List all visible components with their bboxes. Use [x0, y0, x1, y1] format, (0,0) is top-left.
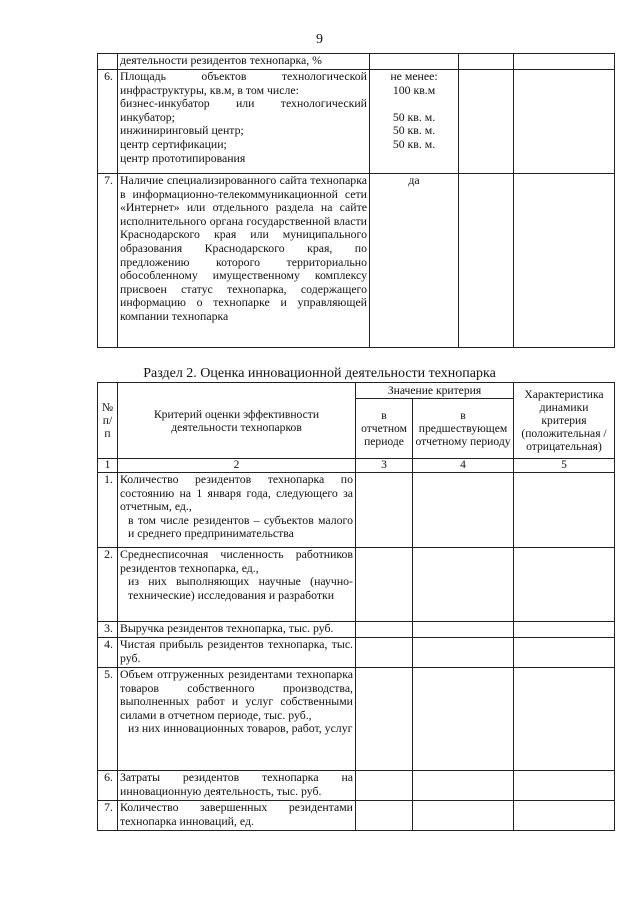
header-num: № п/п — [98, 383, 118, 459]
criterion-value: да — [370, 174, 459, 348]
criterion-value — [370, 70, 459, 174]
criteria-table-continued — [97, 53, 615, 348]
criterion-sub: из них инновационных товаров, работ, услуг — [128, 721, 353, 736]
table-row — [98, 801, 615, 831]
header-criterion: Критерий оценки эффективности деятельности технопарков — [118, 383, 356, 459]
criterion-sub: в том числе резидентов – субъектов малого и среднего предпринимательства — [128, 512, 353, 541]
criterion-text: Выручка резидентов технопарка, тыс. руб. — [118, 622, 356, 638]
table-row — [98, 668, 615, 771]
index-cell: 1 — [98, 459, 118, 473]
criterion-main: Среднесписочная численность работников резидентов технопарка, ед., — [120, 547, 353, 575]
index-cell: 2 — [118, 459, 356, 473]
index-cell: 4 — [413, 459, 514, 473]
row-number: 7. — [98, 801, 118, 831]
criterion-subitem: бизнес-инкубатор или технологический инкубатор; — [120, 96, 367, 124]
value-spacer — [372, 97, 456, 111]
value-line: 50 кв. м. — [392, 136, 436, 151]
criterion-text — [118, 473, 356, 548]
index-cell: 5 — [514, 459, 615, 473]
value-line: 50 кв. м. — [392, 123, 436, 138]
criterion-text: Наличие специализированного сайта технопарка в информационно-телекоммуникационной сети «Интернет» или отдельного раздела на сайте исполнительного органа государственной власти Краснодарского края или муниципального образования Краснодарского края, по предложению которого территориально обособленному имущественному комплексу присвоен статус технопарка, содержащего информацию о технопарке и управляющей компании технопарка — [118, 174, 370, 348]
criterion-subitem: центр прототипирования — [120, 150, 246, 165]
table-row — [98, 174, 615, 348]
criterion-main: Объем отгруженных резидентами технопарка товаров собственного производства, выполненных работ и услуг собственными силами в отчетном периоде, тыс. руб., — [120, 667, 353, 722]
index-cell: 3 — [356, 459, 413, 473]
row-number: 6. — [98, 771, 118, 801]
value-line: 50 кв. м. — [392, 109, 436, 124]
criterion-main: Количество резидентов технопарка по состоянию на 1 января года, следующего за отчетным, ед., — [120, 472, 353, 514]
criterion-text — [118, 548, 356, 622]
section-title: Раздел 2. Оценка инновационной деятельности технопарка — [143, 366, 496, 381]
row-number: 3. — [98, 622, 118, 638]
row-number: 2. — [98, 548, 118, 622]
row-number — [98, 54, 118, 70]
value-line: 100 кв.м — [392, 82, 436, 97]
row-number: 4. — [98, 638, 118, 668]
criterion-subitem: инжиниринговый центр; — [120, 123, 244, 138]
criterion-main: Площадь объектов технологической инфраструктуры, кв.м, в том числе: — [120, 69, 367, 97]
table-row — [98, 473, 615, 548]
table-row — [98, 54, 615, 70]
row-number: 7. — [98, 174, 118, 348]
criterion-text: Количество завершенных резидентами технопарка инноваций, ед. — [118, 801, 356, 831]
criterion-text — [118, 668, 356, 771]
row-number: 1. — [98, 473, 118, 548]
criterion-text: деятельности резидентов технопарка, % — [118, 54, 370, 70]
criterion-text: Чистая прибыль резидентов технопарка, тыс. руб. — [118, 638, 356, 668]
row-number: 6. — [98, 70, 118, 174]
row-number: 5. — [98, 668, 118, 771]
header-row — [98, 383, 615, 399]
header-dynamics: Характеристика динамики критерия (положительная / отрицательная) — [514, 383, 615, 459]
criterion-text — [118, 70, 370, 174]
index-row — [98, 459, 615, 473]
table-row — [98, 638, 615, 668]
criterion-subitem: центр сертификации; — [120, 136, 227, 151]
page-number: 9 — [316, 32, 323, 47]
header-current: в отчетном периоде — [356, 399, 413, 459]
header-previous: в предшествующем отчетному периоду — [413, 399, 514, 459]
table-row — [98, 548, 615, 622]
criterion-text: Затраты резидентов технопарка на инновационную деятельность, тыс. руб. — [118, 771, 356, 801]
header-value-group: Значение критерия — [356, 383, 514, 399]
innovation-criteria-table — [97, 382, 615, 831]
criterion-sub: из них выполняющих научные (научно-технические) исследования и разработки — [128, 574, 353, 602]
table-row — [98, 622, 615, 638]
table-row — [98, 771, 615, 801]
table-row — [98, 70, 615, 174]
value-line: не менее: — [390, 69, 438, 83]
